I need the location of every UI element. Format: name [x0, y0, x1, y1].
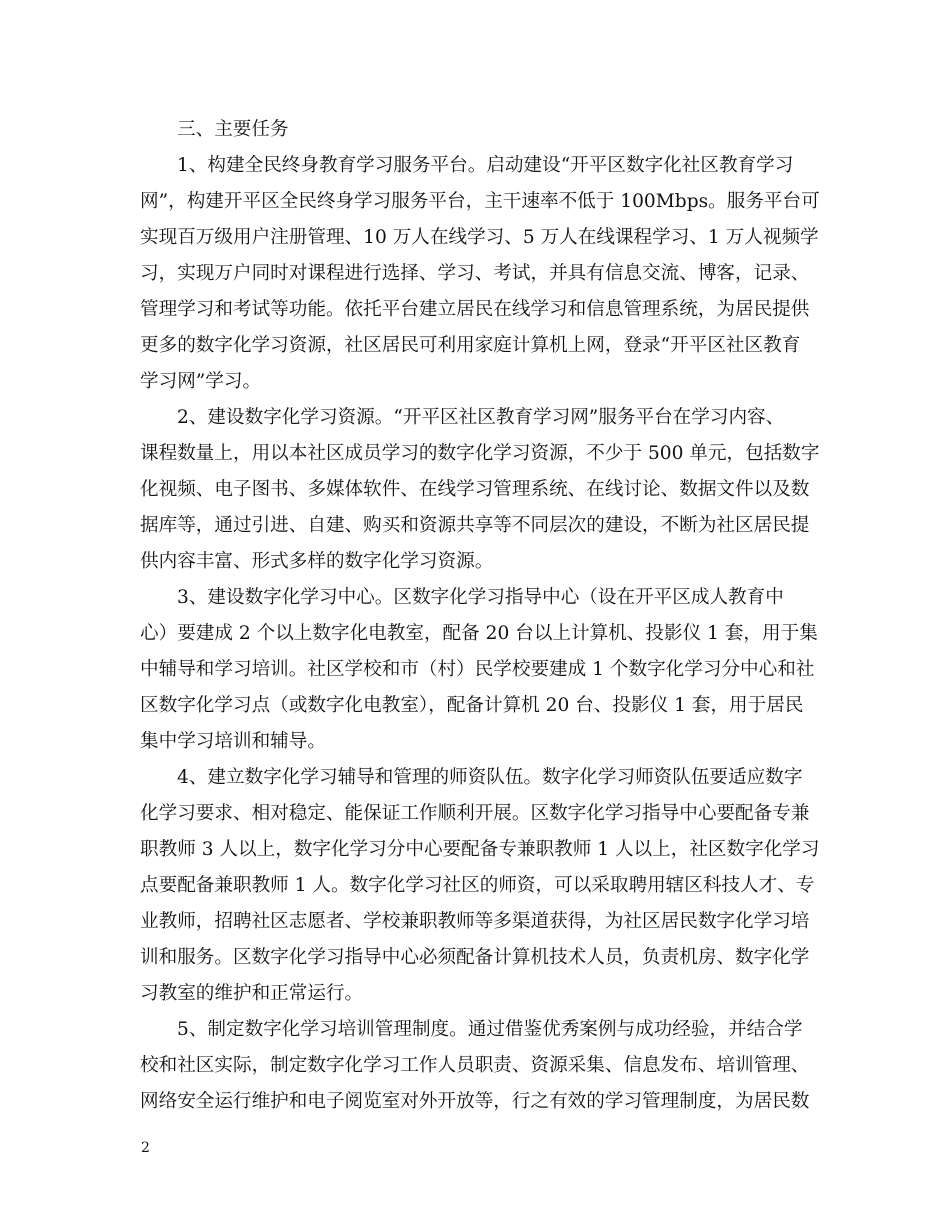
paragraph-line: 实现百万级用户注册管理、10 万人在线学习、5 万人在线课程学习、1 万人视频学 [140, 227, 819, 248]
paragraph-line: 集中学习培训和辅导。 [140, 731, 326, 752]
paragraph-line: 3、建设数字化学习中心。区数字化学习指导中心（设在开平区成人教育中 [177, 587, 784, 608]
paragraph-line: 2、建设数字化学习资源。“开平区社区教育学习网”服务平台在学习内容、 [177, 407, 785, 428]
section-heading: 三、主要任务 [177, 119, 289, 140]
paragraph-line: 更多的数字化学习资源，社区居民可利用家庭计算机上网，登录“开平区社区教育 [140, 335, 801, 356]
paragraph-line: 供内容丰富、形式多样的数字化学习资源。 [140, 551, 494, 572]
paragraph-line: 1、构建全民终身教育学习服务平台。启动建设“开平区数字化社区教育学习 [177, 155, 794, 176]
paragraph-line: 学习网”学习。 [140, 371, 262, 392]
paragraph-line: 点要配备兼职教师 1 人。数字化学习社区的师资，可以采取聘用辖区科技人才、专 [140, 875, 815, 896]
paragraph-line: 训和服务。区数字化学习指导中心必须配备计算机技术人员，负责机房、数字化学 [140, 947, 810, 968]
paragraph-line: 网”，构建开平区全民终身学习服务平台，主干速率不低于 100Mbps。服务平台可 [140, 191, 820, 212]
paragraph-line: 职教师 3 人以上，数字化学习分中心要配备专兼职教师 1 人以上，社区数字化学习 [140, 839, 820, 860]
paragraph-line: 化视频、电子图书、多媒体软件、在线学习管理系统、在线讨论、数据文件以及数 [140, 479, 810, 500]
paragraph-line: 中辅导和学习培训。社区学校和市（村）民学校要建成 1 个数字化学习分中心和社 [140, 659, 815, 680]
paragraph-line: 5、制定数字化学习培训管理制度。通过借鉴优秀案例与成功经验，并结合学 [177, 1019, 803, 1040]
paragraph-line: 心）要建成 2 个以上数字化电教室，配备 20 台以上计算机、投影仪 1 套，用于集 [140, 623, 818, 644]
paragraph-line: 习教室的维护和正常运行。 [140, 983, 364, 1004]
paragraph-line: 网络安全运行维护和电子阅览室对外开放等，行之有效的学习管理制度，为居民数 [140, 1091, 810, 1112]
paragraph-line: 校和社区实际，制定数字化学习工作人员职责、资源采集、信息发布、培训管理、 [140, 1055, 810, 1076]
paragraph-line: 课程数量上，用以本社区成员学习的数字化学习资源，不少于 500 单元，包括数字 [140, 443, 820, 464]
paragraph-line: 化学习要求、相对稳定、能保证工作顺利开展。区数字化学习指导中心要配备专兼 [140, 803, 810, 824]
paragraph-line: 区数字化学习点（或数字化电教室），配备计算机 20 台、投影仪 1 套，用于居民 [140, 695, 804, 716]
paragraph-line: 4、建立数字化学习辅导和管理的师资队伍。数字化学习师资队伍要适应数字 [177, 767, 803, 788]
page-number: 2 [141, 1140, 150, 1156]
paragraph-line: 管理学习和考试等功能。依托平台建立居民在线学习和信息管理系统，为居民提供 [140, 299, 810, 320]
paragraph-line: 习，实现万户同时对课程进行选择、学习、考试，并具有信息交流、博客，记录、 [140, 263, 810, 284]
paragraph-line: 业教师，招聘社区志愿者、学校兼职教师等多渠道获得，为社区居民数字化学习培 [140, 911, 810, 932]
paragraph-line: 据库等，通过引进、自建、购买和资源共享等不同层次的建设，不断为社区居民提 [140, 515, 810, 536]
